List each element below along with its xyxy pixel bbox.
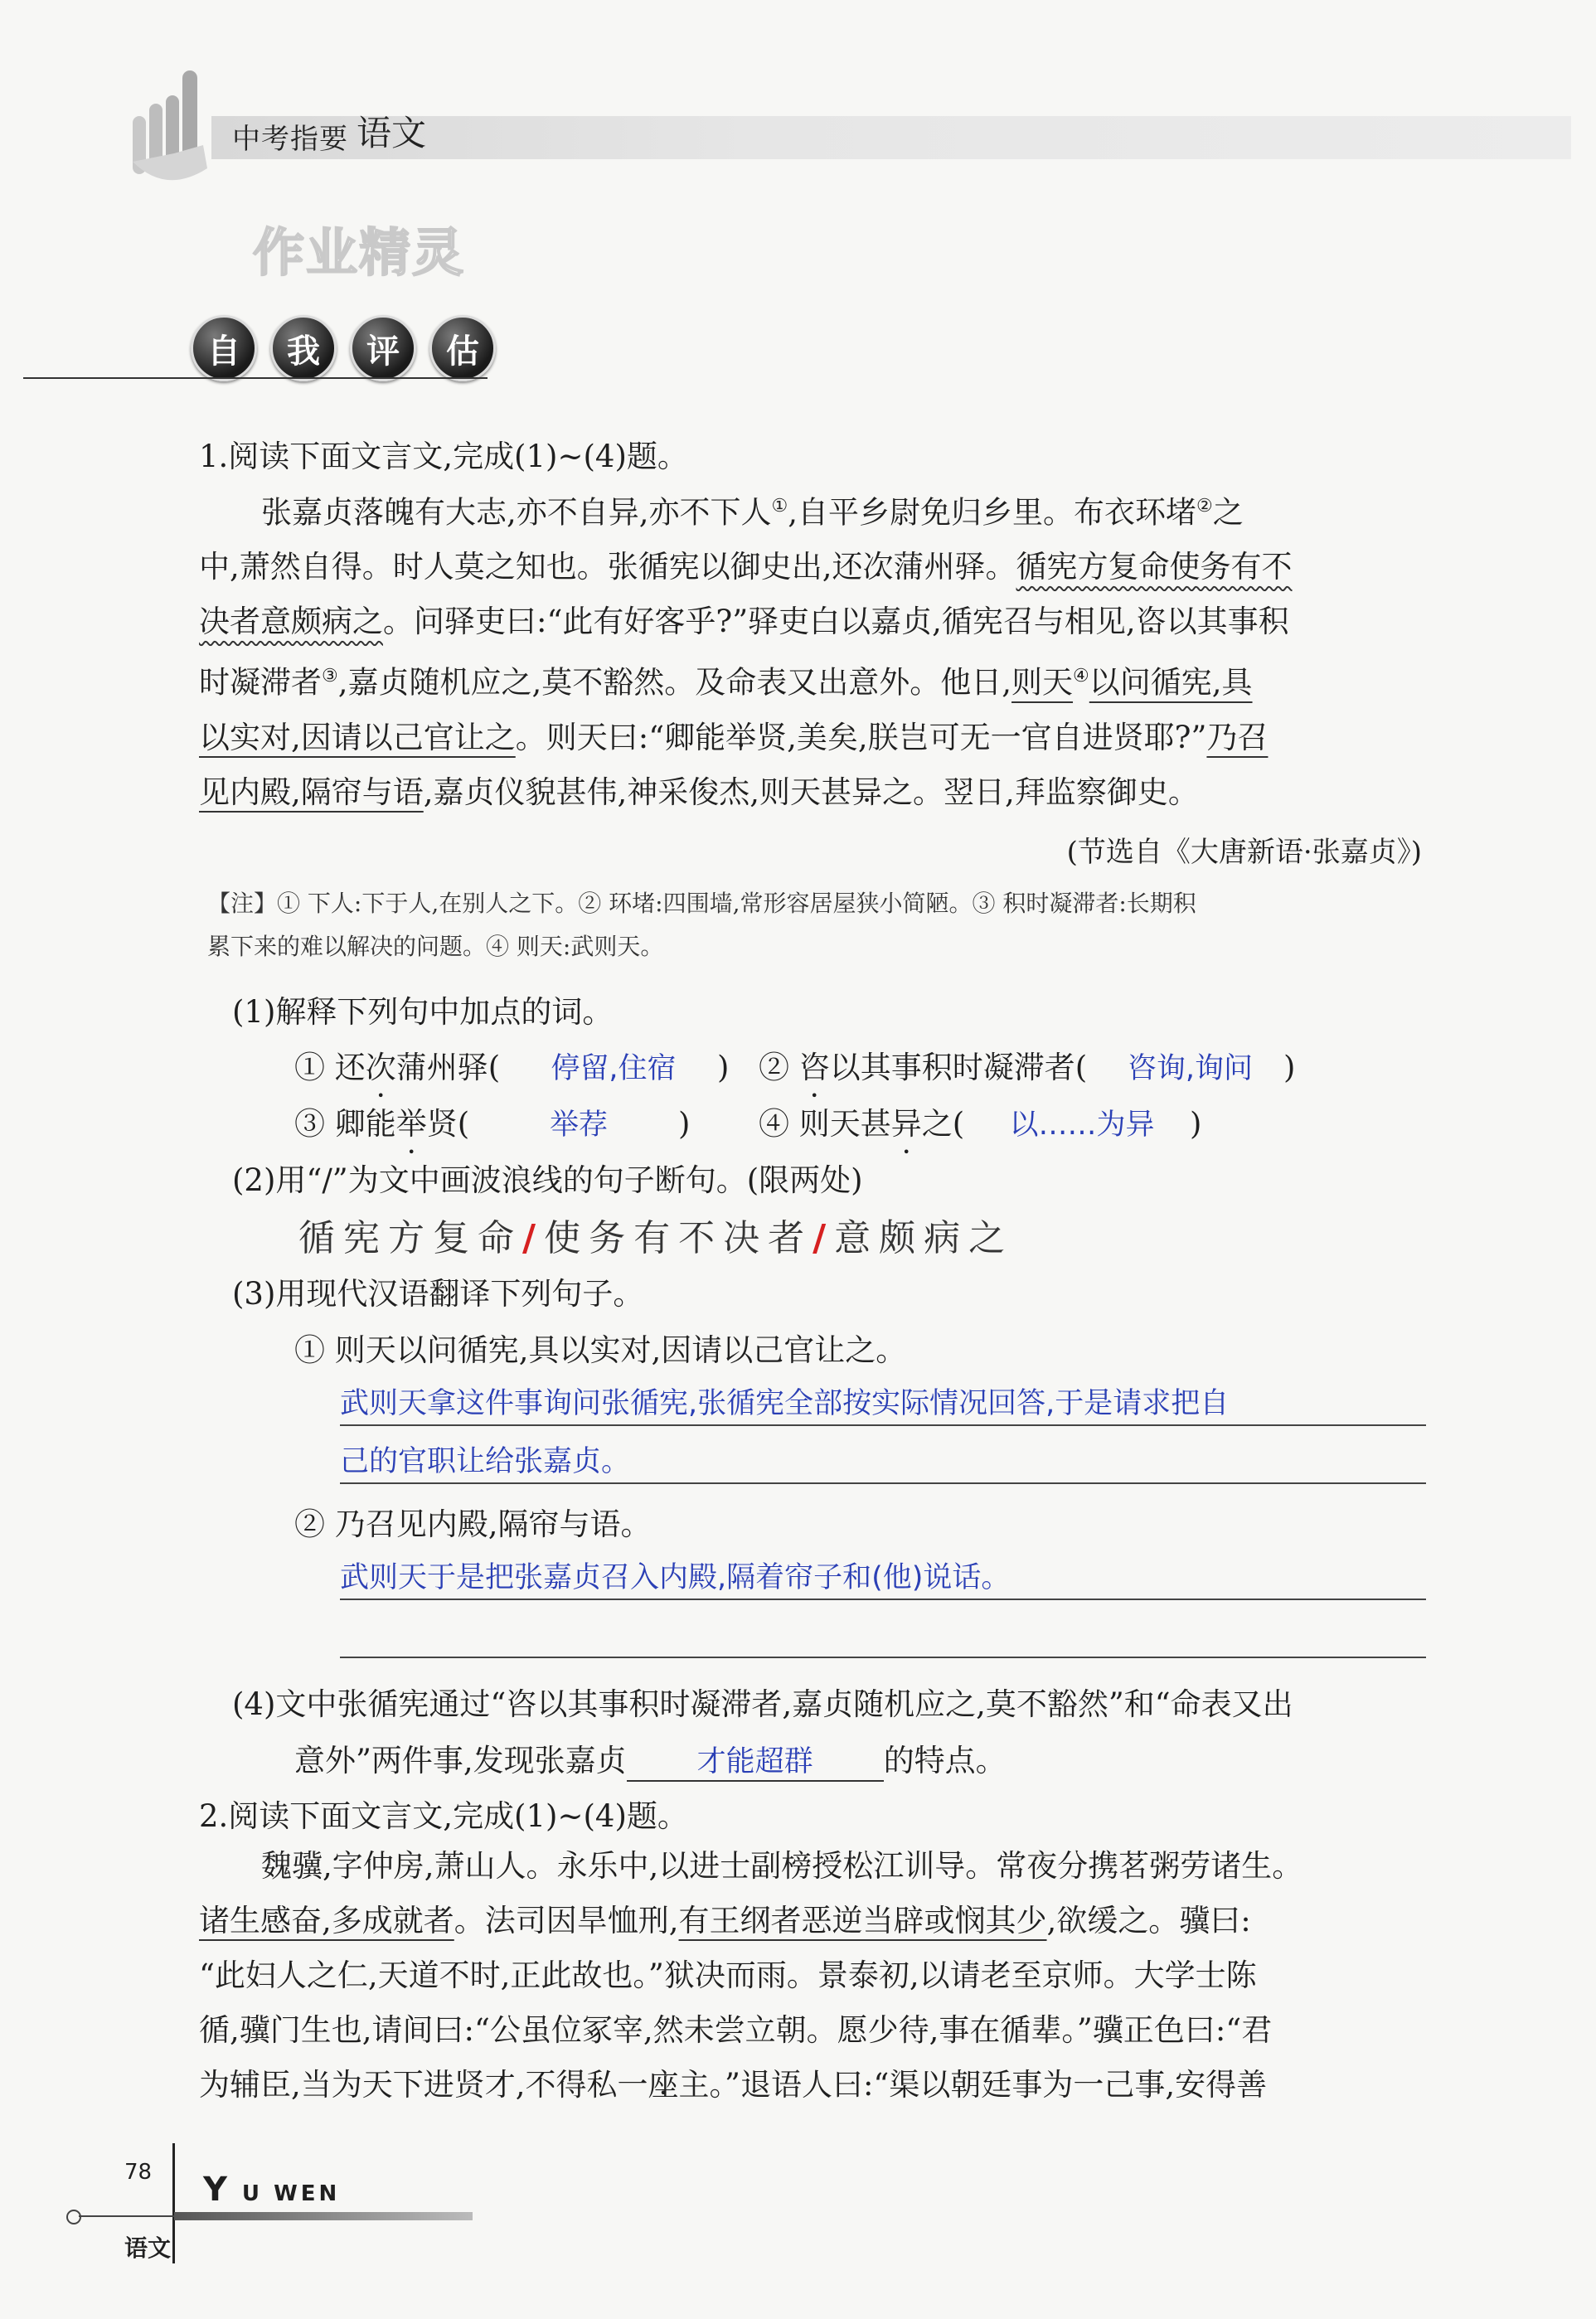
text: ,欲缓之。骥曰: bbox=[1046, 1903, 1251, 1938]
footer-circle-icon bbox=[66, 2210, 81, 2224]
note-line: 【注】① 下人:下于人,在别人之下。② 环堵:四围墙,常形容居屋狭小简陋。③ 积时凝滞者:长期积 bbox=[207, 890, 1196, 917]
text: 蒲州驿( bbox=[395, 1050, 501, 1085]
dotted-char: 次 • bbox=[863, 549, 894, 585]
sub3-answer-1-line-1: 武则天拿这件事询问张循宪,张循宪全部按实际情况回答,于是请求把自 bbox=[340, 1387, 1230, 1420]
text: ) bbox=[1189, 1106, 1202, 1142]
q2-passage bbox=[199, 1839, 1426, 2113]
footnote-mark: ③ bbox=[322, 666, 338, 687]
text: ② bbox=[759, 1050, 799, 1085]
dotted-char: 举 bbox=[395, 1106, 427, 1142]
footer-subject: 语文 bbox=[124, 2234, 172, 2262]
passage-line bbox=[199, 594, 1426, 649]
section-char: 评 bbox=[350, 315, 416, 381]
text: 意外”两件事,发现张嘉贞 bbox=[294, 1743, 627, 1778]
section-char: 我 bbox=[270, 315, 337, 381]
sub4-line-1: (4)文中张循宪通过“咨以其事积时凝滞者,嘉贞随机应之,莫不豁然”和“命表又出 bbox=[232, 1686, 1293, 1722]
brand-initial: Y bbox=[203, 2171, 229, 2209]
answer-text: 停留,住宿 bbox=[551, 1052, 677, 1085]
text: 之 bbox=[1212, 494, 1244, 531]
text: 。法司因旱恤刑, bbox=[454, 1903, 679, 1938]
q1-passage bbox=[199, 479, 1426, 820]
footer-brand bbox=[203, 2171, 340, 2209]
text: ) bbox=[716, 1050, 730, 1085]
watermark: 作业精灵 bbox=[253, 222, 466, 283]
answer-line bbox=[340, 1657, 1426, 1658]
text: 为辅臣,当为天下进贤才,不得私一 bbox=[199, 2067, 648, 2103]
footer-bar bbox=[174, 2212, 473, 2220]
sub3-answer-1-line-2: 己的官职让给张嘉贞。 bbox=[340, 1445, 631, 1478]
break-slash: / bbox=[522, 1217, 545, 1259]
text: ① 还 bbox=[294, 1050, 366, 1085]
dotted-char: 座 • bbox=[648, 2067, 679, 2103]
text: ,嘉贞仪貌甚伟,神采俊杰,则天甚 bbox=[423, 774, 852, 810]
sub2-answer bbox=[298, 1208, 1013, 1261]
answer-line bbox=[340, 1424, 1426, 1426]
underlined-text: 则天 bbox=[1011, 664, 1074, 701]
underlined-text: 乃召 bbox=[1206, 719, 1269, 755]
text: 之。翌日,拜监察御史。 bbox=[882, 774, 1199, 810]
passage-line bbox=[199, 649, 1426, 710]
dotted-char: 咨 bbox=[798, 1050, 830, 1085]
text: 时凝滞者 bbox=[199, 664, 322, 701]
passage-line: 魏骥,字仲房,萧山人。永乐中,以进士副榜授松江训导。常夜分携茗粥劳诸生。 bbox=[261, 1848, 1303, 1884]
section-char: 自 bbox=[191, 315, 257, 381]
sub3-sentence-2: ② 乃召见内殿,隔帘与语。 bbox=[294, 1506, 652, 1542]
answer-text: 咨询,询问 bbox=[1127, 1052, 1254, 1085]
sub1-item-4 bbox=[759, 1099, 1201, 1143]
text: ) bbox=[677, 1106, 691, 1142]
wavy-sentence: 决者意颇病之 bbox=[199, 604, 383, 640]
sub1-item-1 bbox=[294, 1042, 729, 1087]
underlined-text: 以实对,因请以己官让之 bbox=[199, 719, 516, 755]
break-slash: / bbox=[813, 1217, 835, 1259]
answer-blank: 才能超群 bbox=[627, 1739, 884, 1782]
text: 主。”退语人曰:“渠以朝廷事为一己事,安得善 bbox=[678, 2067, 1268, 2103]
answer-text: 举荐 bbox=[549, 1109, 608, 1142]
underlined-text: 诸生感奋,多成就者 bbox=[199, 1903, 454, 1938]
underlined-text: 见内殿,隔帘与语 bbox=[199, 774, 424, 810]
answer-line bbox=[340, 1599, 1426, 1600]
text: 张嘉贞落魄有大志,亦不自异,亦不下人 bbox=[261, 494, 772, 531]
footer-rule bbox=[172, 2143, 175, 2263]
q2-intro: 2.阅读下面文言文,完成(1)~(4)题。 bbox=[199, 1798, 688, 1834]
sub1-prompt: (1)解释下列句中加点的词。 bbox=[232, 994, 614, 1030]
hand-icon bbox=[124, 70, 216, 195]
sub3-prompt: (3)用现代汉语翻译下列句子。 bbox=[232, 1276, 644, 1312]
sub2-prompt: (2)用“/”为文中画波浪线的句子断句。(限两处) bbox=[232, 1162, 863, 1198]
text: ) bbox=[1283, 1050, 1296, 1085]
dotted-char: 异 • bbox=[851, 774, 882, 810]
text: 以其事积 bbox=[1166, 604, 1289, 640]
passage-line bbox=[199, 2058, 1426, 2113]
series-title: 中考指要 bbox=[232, 123, 348, 156]
sub1-item-3 bbox=[294, 1099, 690, 1143]
passage-line bbox=[199, 765, 1426, 820]
underlined-text: 以问循宪,具 bbox=[1089, 664, 1253, 701]
segment-text: 使务有不决者 bbox=[544, 1217, 813, 1259]
series-logo: 语文 bbox=[357, 113, 427, 153]
text: ,自平乡尉免归乡里。布衣环堵 bbox=[788, 494, 1197, 531]
text: 贤,美矣,朕岂可无一官自进贤耶?” bbox=[756, 719, 1207, 755]
passage-line: “此妇人之仁,天道不时,正此故也。”狱决而雨。景泰初,以请老至京师。大学士陈 bbox=[199, 1958, 1257, 1993]
text: 蒲州驿。 bbox=[893, 549, 1016, 585]
q1-intro: 1.阅读下面文言文,完成(1)~(4)题。 bbox=[199, 439, 688, 474]
text: ④ 则天甚 bbox=[759, 1106, 891, 1142]
text: 的特点。 bbox=[883, 1743, 1007, 1778]
passage-line bbox=[199, 479, 1426, 540]
dotted-char: 异 bbox=[890, 1106, 922, 1142]
text: 。则天曰:“卿能 bbox=[515, 719, 726, 755]
footnote-mark: ② bbox=[1196, 496, 1213, 517]
passage-line bbox=[199, 540, 1426, 594]
sub1-item-2 bbox=[759, 1042, 1295, 1087]
section-divider bbox=[23, 377, 488, 379]
passage-line bbox=[199, 1894, 1426, 1948]
answer-text: 以……为异 bbox=[1009, 1109, 1155, 1142]
sub4-line-2 bbox=[294, 1735, 1007, 1782]
passage-line bbox=[199, 711, 1426, 765]
underlined-text: 有王纲者恶逆当辟或悯其少 bbox=[678, 1903, 1047, 1938]
dotted-char: 咨 • bbox=[1136, 604, 1167, 639]
text: ,嘉贞随机应之,莫不豁然。及命表又出意外。他日, bbox=[337, 664, 1012, 701]
note-line: 累下来的难以解决的问题。④ 则天:武则天。 bbox=[207, 933, 664, 960]
passage-line: 循,骥门生也,请间曰:“公虽位冢宰,然未尝立朝。愿少待,事在循辈。”骥正色曰:“君 bbox=[199, 2012, 1273, 2048]
segment-text: 意颇病之 bbox=[834, 1217, 1014, 1259]
section-heading bbox=[191, 315, 496, 381]
sub3-answer-2-line-1: 武则天于是把张嘉贞召入内殿,隔着帘子和(他)说话。 bbox=[340, 1561, 1011, 1594]
wavy-sentence: 循宪方复命使务有不 bbox=[1016, 549, 1293, 585]
dotted-char: 次 bbox=[365, 1050, 396, 1085]
brand-rest: U WEN bbox=[241, 2181, 341, 2206]
text: ③ 卿能 bbox=[294, 1106, 396, 1142]
passage-source: (节选自《大唐新语·张嘉贞》) bbox=[1066, 836, 1422, 869]
text: 以其事积时凝滞者( bbox=[829, 1050, 1088, 1085]
footnote-mark: ④ bbox=[1073, 666, 1089, 687]
footnote-mark: ① bbox=[771, 496, 788, 517]
sub3-sentence-1: ① 则天以问循宪,具以实对,因请以己官让之。 bbox=[294, 1332, 907, 1368]
segment-text: 循宪方复命 bbox=[298, 1217, 522, 1259]
page-number: 78 bbox=[124, 2160, 153, 2185]
text: 贤( bbox=[426, 1106, 470, 1142]
section-char: 估 bbox=[429, 315, 496, 381]
text: 之( bbox=[921, 1106, 965, 1142]
answer-line bbox=[340, 1482, 1426, 1484]
text: 。问驿吏曰:“此有好客乎?”驿吏白以嘉贞,循宪召与相见, bbox=[383, 604, 1136, 640]
footer-rule bbox=[79, 2215, 174, 2217]
text: 中,萧然自得。时人莫之知也。张循宪以御史出,还 bbox=[199, 549, 863, 585]
dotted-char: 举 • bbox=[725, 720, 756, 755]
